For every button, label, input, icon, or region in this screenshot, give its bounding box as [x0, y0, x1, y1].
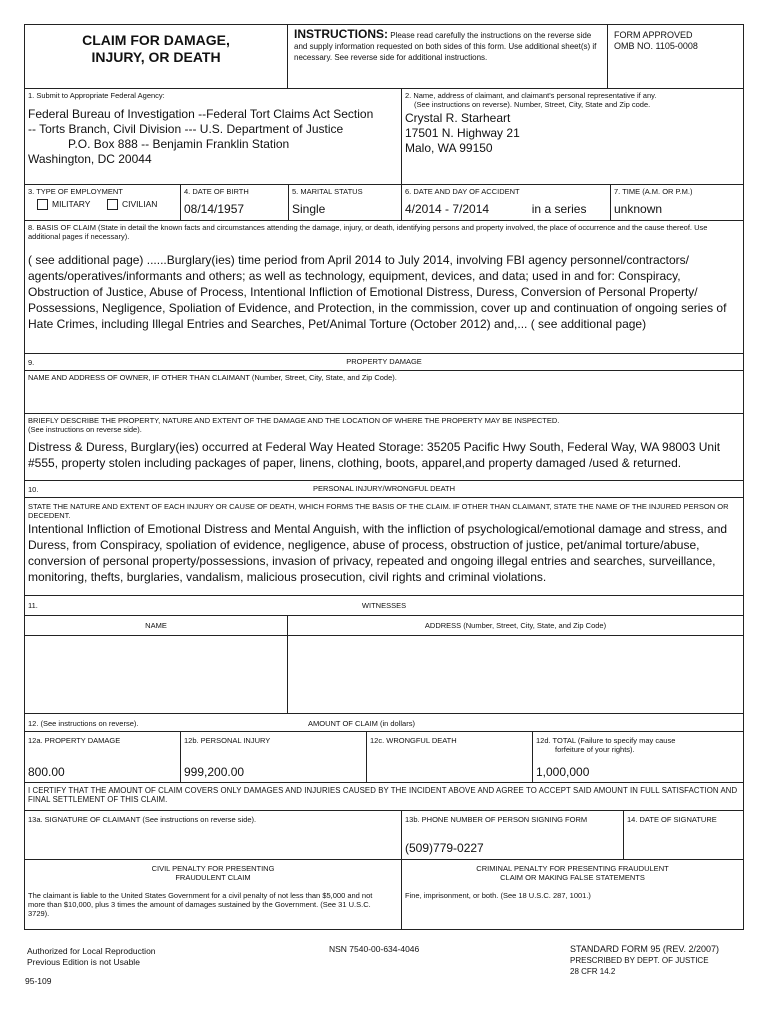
agency-line-2: -- Torts Branch, Civil Division --- U.S. Department of Justice [28, 122, 344, 136]
civil-penalty-text: The claimant is liable to the United States Government for a civil penalty of not less than $5,000 and not more than $10,000, plus 3 times the amount of damages sustained by the Government. (See 31 U.S.C. 3729). [28, 891, 373, 918]
reproduction-note: Authorized for Local Reproduction [27, 946, 156, 956]
phone-number: (509)779-0227 [405, 841, 484, 855]
agency-claimant-row [25, 89, 743, 185]
witnesses-heading: WITNESSES [361, 601, 407, 610]
signature-row [25, 811, 743, 860]
field-12-heading-row [25, 714, 743, 732]
field-12c[interactable] [367, 732, 533, 782]
personal-injury-amount: 999,200.00 [184, 765, 245, 779]
civilian-label: CIVILIAN [122, 199, 158, 209]
field-1[interactable] [25, 89, 402, 184]
field-1-label: 1. Submit to Appropriate Federal Agency: [28, 91, 165, 100]
total-amount: 1,000,000 [536, 765, 590, 779]
field-12a-label: 12a. PROPERTY DAMAGE [28, 736, 121, 745]
signature-field[interactable] [25, 811, 402, 859]
date-of-birth: 08/14/1957 [184, 202, 245, 216]
signature-date-label: 14. DATE OF SIGNATURE [627, 815, 717, 824]
criminal-penalty-heading: CRIMINAL PENALTY FOR PRESENTING FRAUDULENT [476, 864, 669, 873]
field-6-label: 6. DATE AND DAY OF ACCIDENT [405, 187, 520, 196]
instructions-cell [288, 25, 608, 88]
civilian-checkbox[interactable] [107, 199, 118, 210]
witness-address-field[interactable] [288, 636, 743, 713]
claim-form [24, 24, 744, 930]
field-3 [25, 185, 181, 220]
previous-edition-note: Previous Edition is not Usable [27, 957, 140, 967]
certification-text: I CERTIFY THAT THE AMOUNT OF CLAIM COVERS ONLY DAMAGES AND INJURIES CAUSED BY THE INCIDENT ABOVE AND AGREE TO ACCEPT SAID AMOUNT IN FULL SATISFACTION AND FINAL SETTLEMENT OF THIS CLAIM. [28, 786, 738, 804]
field-8-label: 8. BASIS OF CLAIM (State in detail the known facts and circumstances attending the damage, injury, or death, identifying persons and property involved, the place of occurrence and the cause thereof. Use additional pages if necessary). [28, 223, 708, 241]
omb-cell [608, 25, 743, 88]
omb-number: OMB NO. 1105-0008 [614, 41, 698, 51]
civil-penalty [25, 860, 402, 929]
describe-label: BRIEFLY DESCRIBE THE PROPERTY, NATURE AND EXTENT OF THE DAMAGE AND THE LOCATION OF WHERE THE PROPERTY MAY BE INSPECTED. [28, 416, 560, 425]
witness-address-column: ADDRESS (Number, Street, City, State, and Zip Code) [424, 621, 607, 630]
field-2[interactable] [402, 89, 743, 184]
property-description-text: Distress & Duress, Burglary(ies) occurred at Federal Way Heated Storage: 35205 Pacific Hwy South, Federal Way, WA 98003 Unit #555, property stolen including packages of paper, linens, clothing, boots, apparel,and property damaged /used & returned. [28, 440, 721, 470]
signature-label: 13a. SIGNATURE OF CLAIMANT (See instructions on reverse side). [28, 815, 257, 824]
standard-form-number: STANDARD FORM 95 (REV. 2/2007) [570, 944, 720, 954]
accident-date-note: in a series [531, 202, 587, 216]
field-12-number: 12. (See instructions on reverse). [28, 719, 139, 728]
accident-date: 4/2014 - 7/2014 [405, 202, 490, 216]
criminal-penalty-heading-2: CLAIM OR MAKING FALSE STATEMENTS [500, 873, 645, 882]
field-7-label: 7. TIME (A.M. OR P.M.) [614, 187, 693, 196]
field-3-label: 3. TYPE OF EMPLOYMENT [28, 187, 123, 196]
title-line-1: CLAIM FOR DAMAGE, [82, 32, 230, 48]
field-12b-label: 12b. PERSONAL INJURY [184, 736, 271, 745]
civil-penalty-heading-2: FRAUDULENT CLAIM [175, 873, 251, 882]
property-damage-amount: 800.00 [28, 765, 65, 779]
claimant-street: 17501 N. Highway 21 [405, 126, 520, 140]
field-2-label: 2. Name, address of claimant, and claimant's personal representative if any. [405, 91, 657, 100]
agency-line-1: Federal Bureau of Investigation --Federal Tort Claims Act Section [28, 107, 374, 121]
witness-name-field[interactable] [25, 636, 288, 713]
field-9-heading-row [25, 354, 743, 371]
certification-row [25, 783, 743, 811]
injury-label: STATE THE NATURE AND EXTENT OF EACH INJURY OR CAUSE OF DEATH, WHICH FORMS THE BASIS OF THE CLAIM. IF OTHER THAN CLAIMANT, STATE THE NAME OF THE INJURED PERSON OR DECEDENT. [28, 502, 729, 520]
field-12d-label: 12d. TOTAL (Failure to specify may cause [536, 736, 676, 745]
injury-text: Intentional Infliction of Emotional Distress and Mental Anguish, with the infliction of psychological/emotional damage and stress, and Duress, from Conspiracy, spoliation of evidence, negligence, abuse of process, obstruction of justice, pet/animal torture/abuse, conversion of personal property/possessions, invasion of privacy, repeated and ongoing illegal entries and searches, surveillance, monitoring, thefts, burglaries, vandalism, malicious prosecution, civil rights and criminal violations. [28, 522, 728, 584]
field-2-label-2: (See instructions on reverse). Number, Street, City, State and Zip code. [414, 100, 651, 109]
instructions-heading: INSTRUCTIONS: [294, 27, 388, 41]
owner-row[interactable] [25, 371, 743, 414]
cfr-reference: 28 CFR 14.2 [570, 967, 616, 976]
agency-line-3: P.O. Box 888 -- Benjamin Franklin Station [68, 137, 290, 151]
owner-label: NAME AND ADDRESS OF OWNER, IF OTHER THAN CLAIMANT (Number, Street, City, State, and Zip Code). [28, 373, 397, 382]
field-12b[interactable] [181, 732, 367, 782]
amount-of-claim-heading: AMOUNT OF CLAIM (in dollars) [308, 719, 415, 728]
witness-header-row [25, 616, 743, 636]
military-label: MILITARY [52, 199, 91, 209]
criminal-penalty-text: Fine, imprisonment, or both. (See 18 U.S.C. 287, 1001.) [405, 891, 591, 900]
footer-right [570, 944, 719, 977]
form-title [25, 25, 287, 66]
accident-time: unknown [614, 202, 663, 216]
property-description-row[interactable] [25, 414, 743, 481]
witness-name-column: NAME [145, 621, 167, 630]
field-5[interactable] [289, 185, 402, 220]
basis-of-claim-text: ( see additional page) ......Burglary(ies) time period from April 2014 to July 2014, involving FBI agency personnel/contractors/ agents/operatives/informants and others; as well as technology, equipment, devices, and data; used in and for: Conspiracy, Obstruction of Justice, Abuse of Process, Intentional Infliction of Emotional Distress, Duress, Conversion of Personal Property/ Possessions, Negligence, Spoliation of Evidence, and Protection, in the commission, cover up and continuation of ongoing series of Hate Crimes, including Illegal Entries and Searches, Pet/Animal Torture (October 2012) and,... ( see additional page) [28, 253, 727, 331]
phone-field[interactable] [402, 811, 624, 859]
phone-label: 13b. PHONE NUMBER OF PERSON SIGNING FORM [405, 815, 588, 824]
field-4[interactable] [181, 185, 289, 220]
field-8[interactable] [25, 221, 743, 354]
field-5-label: 5. MARITAL STATUS [292, 187, 363, 196]
nsn-number: NSN 7540-00-634-4046 [329, 944, 420, 954]
amounts-row [25, 732, 743, 783]
penalty-row [25, 860, 743, 929]
marital-status: Single [292, 202, 326, 216]
injury-row[interactable] [25, 498, 743, 596]
field-7[interactable] [611, 185, 743, 220]
military-checkbox[interactable] [37, 199, 48, 210]
personal-injury-heading: PERSONAL INJURY/WRONGFUL DEATH [312, 484, 456, 493]
signature-date-field[interactable] [624, 811, 743, 859]
field-9-number: 9. [28, 358, 35, 367]
field-10-number: 10. [28, 485, 39, 494]
claimant-name: Crystal R. Starheart [405, 111, 511, 125]
field-6[interactable] [402, 185, 611, 220]
criminal-penalty [402, 860, 743, 929]
footer-left [27, 946, 156, 968]
title-cell [25, 25, 288, 88]
civil-penalty-heading: CIVIL PENALTY FOR PRESENTING [151, 864, 275, 873]
field-4-label: 4. DATE OF BIRTH [184, 187, 249, 196]
prescribed-by: PRESCRIBED BY DEPT. OF JUSTICE [570, 956, 709, 965]
field-12d-label-2: forfeiture of your rights). [555, 745, 635, 754]
field-11-number: 11. [28, 601, 38, 610]
field-11-heading-row [25, 596, 743, 616]
title-line-2: INJURY, OR DEATH [91, 49, 221, 65]
claimant-city: Malo, WA 99150 [405, 141, 493, 155]
form-approved: FORM APPROVED [614, 30, 693, 40]
field-12a[interactable] [25, 732, 181, 782]
header-row [25, 25, 743, 89]
witness-entry-row[interactable] [25, 636, 743, 714]
instructions-text: Please read carefully the instructions on the reverse side and supply information requested on both sides of this form. Use additional sheet(s) if necessary. See reverse side for additional instructions. [294, 31, 597, 62]
property-damage-heading: PROPERTY DAMAGE [346, 357, 422, 366]
describe-label-2: (See instructions on reverse side). [28, 425, 142, 434]
field-12d[interactable] [533, 732, 743, 782]
agency-line-4: Washington, DC 20044 [28, 152, 152, 166]
field-10-heading-row [25, 481, 743, 498]
field-12c-label: 12c. WRONGFUL DEATH [370, 736, 457, 745]
form-code: 95-109 [25, 976, 52, 986]
personal-info-row [25, 185, 743, 221]
